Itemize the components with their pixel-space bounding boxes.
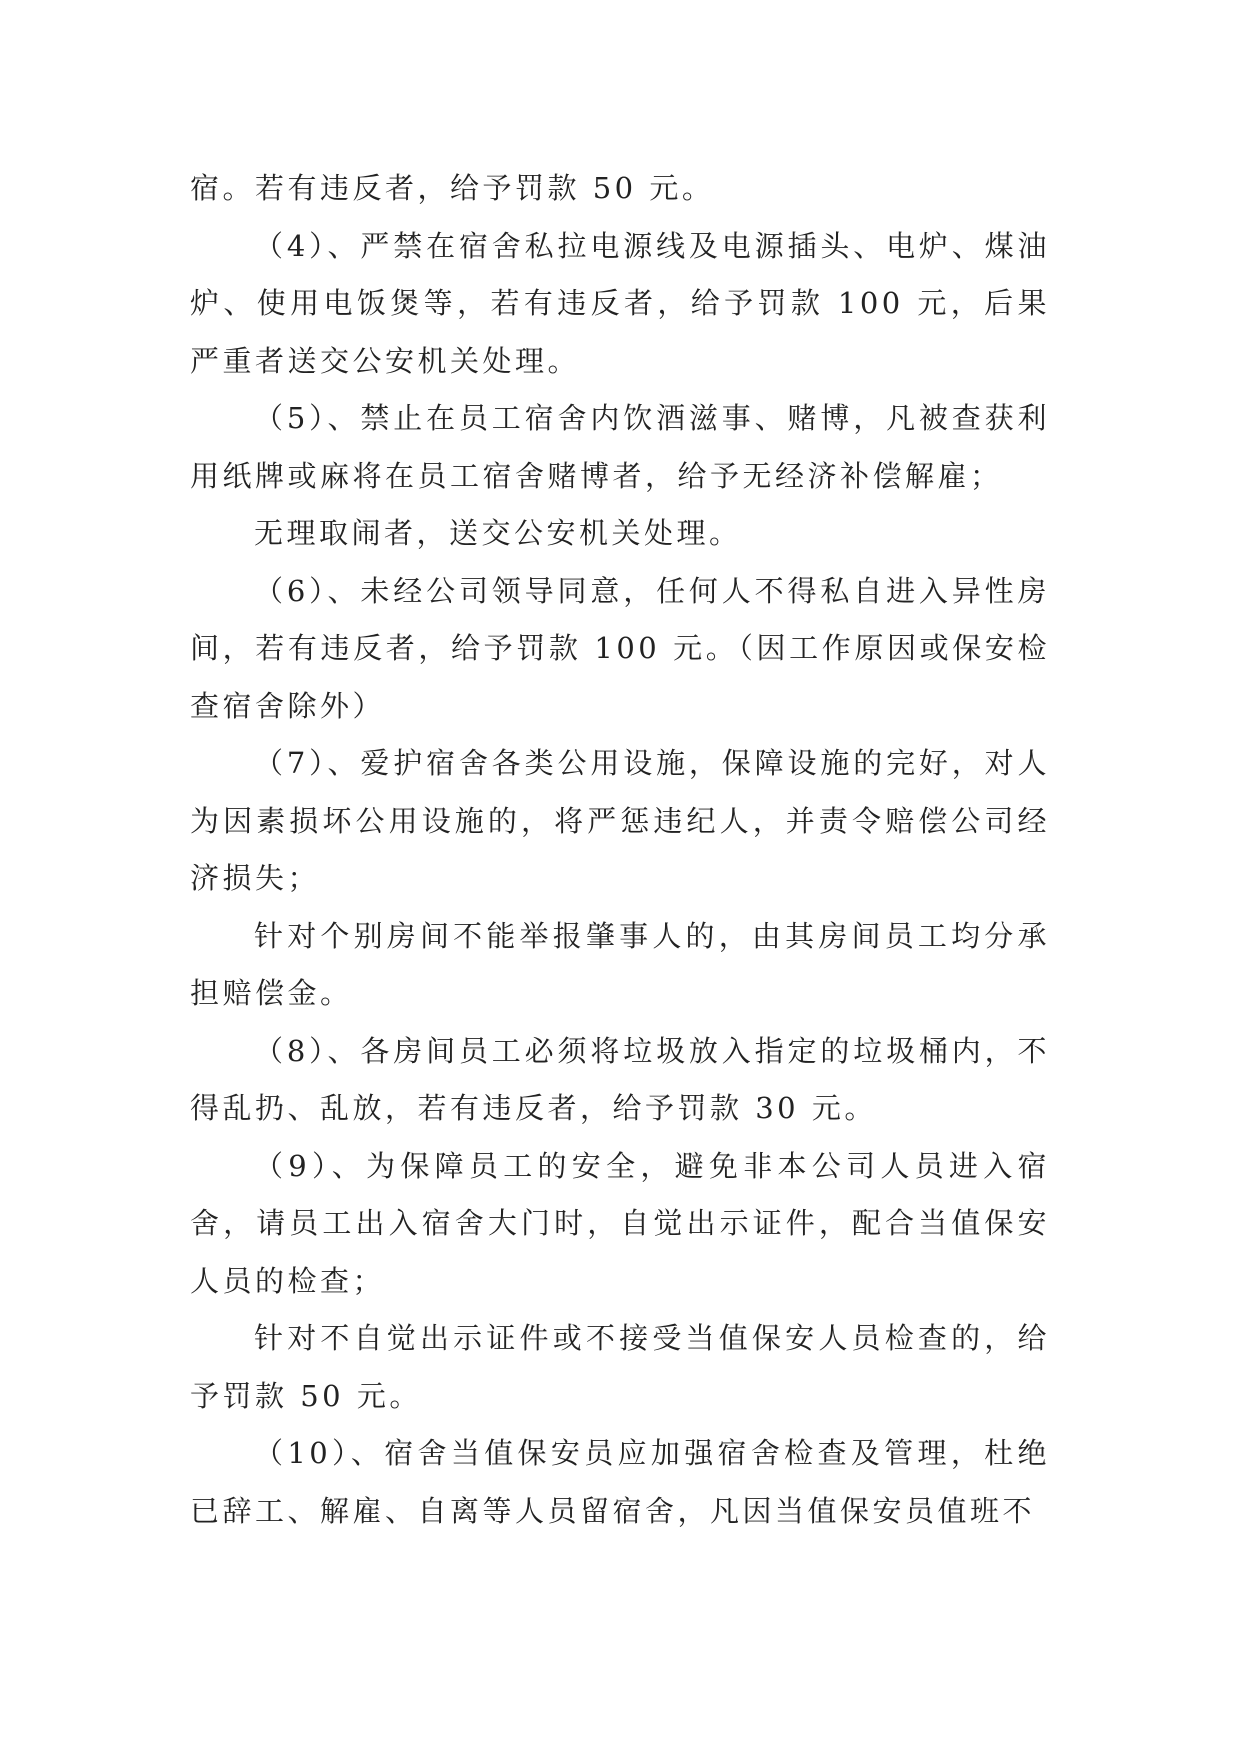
- paragraph-rule-9-note: 针对不自觉出示证件或不接受当值保安人员检查的，给予罚款 50 元。: [190, 1321, 1050, 1413]
- paragraph-rule-7-note: 针对个别房间不能举报肇事人的，由其房间员工均分承担赔偿金。: [190, 918, 1050, 1010]
- paragraph-continued: 宿。若有违反者，给予罚款 50 元。: [190, 171, 715, 205]
- paragraph-rule-5-note: 无理取闹者，送交公安机关处理。: [254, 516, 742, 550]
- paragraph-rule-4: （4）、严禁在宿舍私拉电源线及电源插头、电炉、煤油炉、使用电饭煲等，若有违反者，给予罚款 100 元，后果严重者送交公安机关处理。: [190, 228, 1050, 378]
- paragraph-rule-6: （6）、未经公司领导同意，任何人不得私自进入异性房间，若有违反者，给予罚款 100 元。（因工作原因或保安检查宿舍除外）: [190, 573, 1050, 723]
- document-body: [190, 160, 1050, 1540]
- paragraph-rule-5: （5）、禁止在员工宿舍内饮酒滋事、赌博，凡被查获利用纸牌或麻将在员工宿舍赌博者，给予无经济补偿解雇；: [190, 401, 1050, 493]
- paragraph-rule-10: （10）、宿舍当值保安员应加强宿舍检查及管理，杜绝已辞工、解雇、自离等人员留宿舍，凡因当值保安员值班不: [190, 1436, 1050, 1528]
- paragraph-rule-7: （7）、爱护宿舍各类公用设施，保障设施的完好，对人为因素损坏公用设施的，将严惩违纪人，并责令赔偿公司经济损失；: [190, 746, 1050, 895]
- paragraph-rule-9: （9）、为保障员工的安全，避免非本公司人员进入宿舍，请员工出入宿舍大门时，自觉出示证件，配合当值保安人员的检查；: [190, 1148, 1050, 1298]
- paragraph-rule-8: （8）、各房间员工必须将垃圾放入指定的垃圾桶内，不得乱扔、乱放，若有违反者，给予罚款 30 元。: [190, 1033, 1050, 1125]
